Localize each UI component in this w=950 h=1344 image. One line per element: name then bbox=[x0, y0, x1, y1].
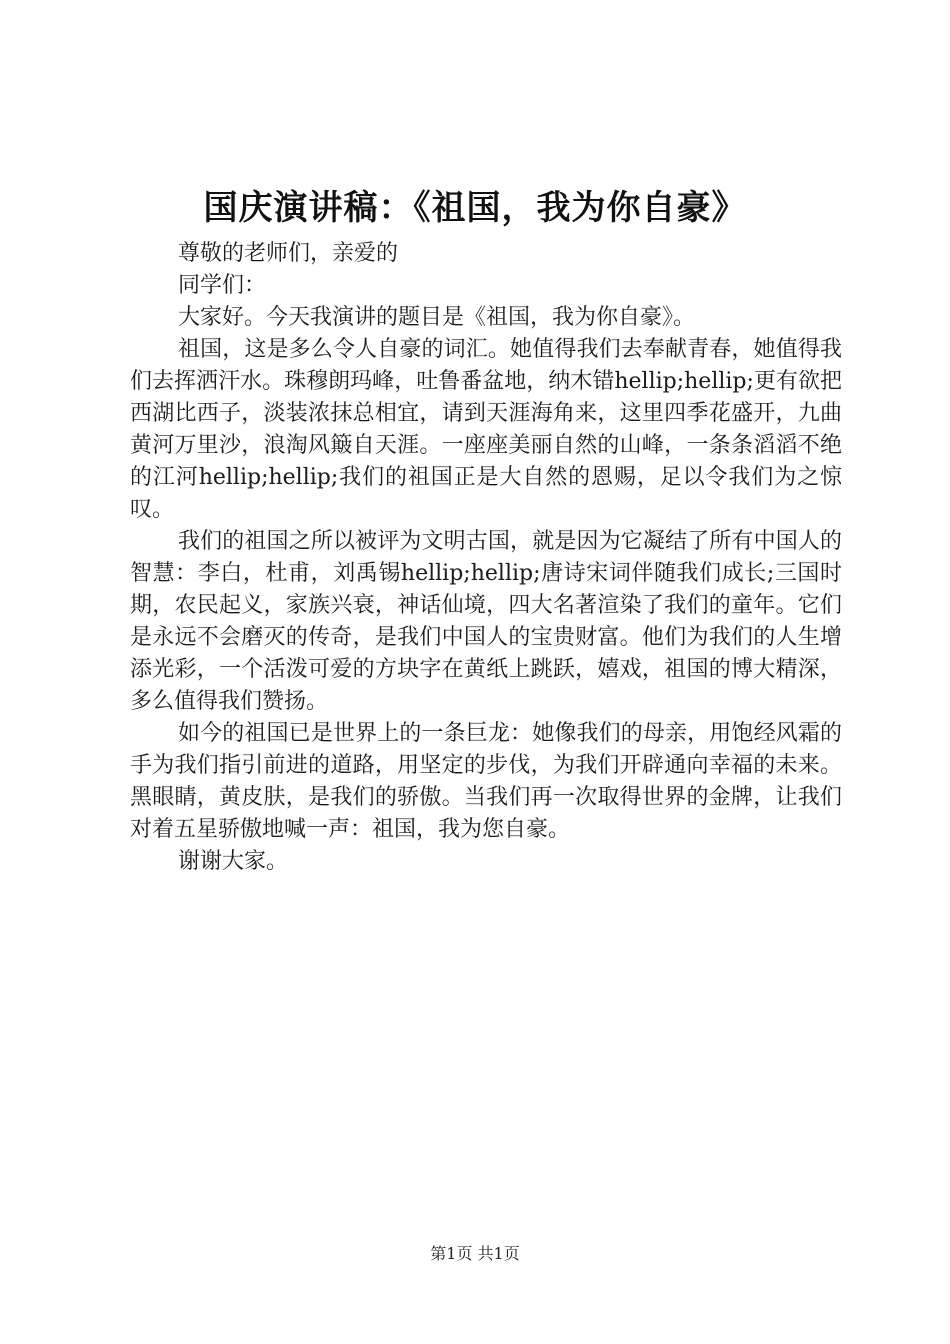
paragraph-greeting: 大家好。今天我演讲的题目是《祖国，我为你自豪》。 bbox=[178, 305, 696, 330]
paragraph-nature: 祖国，这是多么令人自豪的词汇。她值得我们去奉献青春，她值得我们去挥洒汗水。珠穆朗玛峰，吐鲁番盆地，纳木错hellip;hellip;更有欲把西湖比西子，淡装浓抹总相宜，请到天涯海角来，这里四季花盛开，九曲黄河万里沙，浪淘风簸自天涯。一座座美丽自然的山峰，一条条滔滔不绝的江河hellip;hellip;我们的祖国正是大自然的恩赐，足以令我们为之惊叹。 bbox=[130, 337, 842, 522]
paragraph-today: 如今的祖国已是世界上的一条巨龙：她像我们的母亲，用饱经风霜的手为我们指引前进的道路，用坚定的步伐，为我们开辟通向幸福的未来。黑眼睛，黄皮肤，是我们的骄傲。当我们再一次取得世界的金牌，让我们对着五星骄傲地喊一声：祖国，我为您自豪。 bbox=[130, 721, 842, 842]
document-title: 国庆演讲稿：《祖国，我为你自豪》 bbox=[203, 188, 747, 228]
page-footer: 第1页 共1页 bbox=[430, 1244, 520, 1263]
paragraph-culture: 我们的祖国之所以被评为文明古国，就是因为它凝结了所有中国人的智慧：李白，杜甫，刘禹锡hellip;hellip;唐诗宋词伴随我们成长;三国时期，农民起义，家族兴衰，神话仙境，四大名著渲染了我们的童年。它们是永远不会磨灭的传奇，是我们中国人的宝贵财富。他们为我们的人生增添光彩，一个活泼可爱的方块字在黄纸上跳跃，嬉戏，祖国的博大精深，多么值得我们赞扬。 bbox=[130, 529, 842, 714]
salutation-line-1: 尊敬的老师们，亲爱的 bbox=[178, 241, 399, 266]
paragraph-thanks: 谢谢大家。 bbox=[178, 849, 289, 874]
salutation-line-2: 同学们： bbox=[178, 273, 267, 298]
document-body bbox=[130, 238, 842, 878]
